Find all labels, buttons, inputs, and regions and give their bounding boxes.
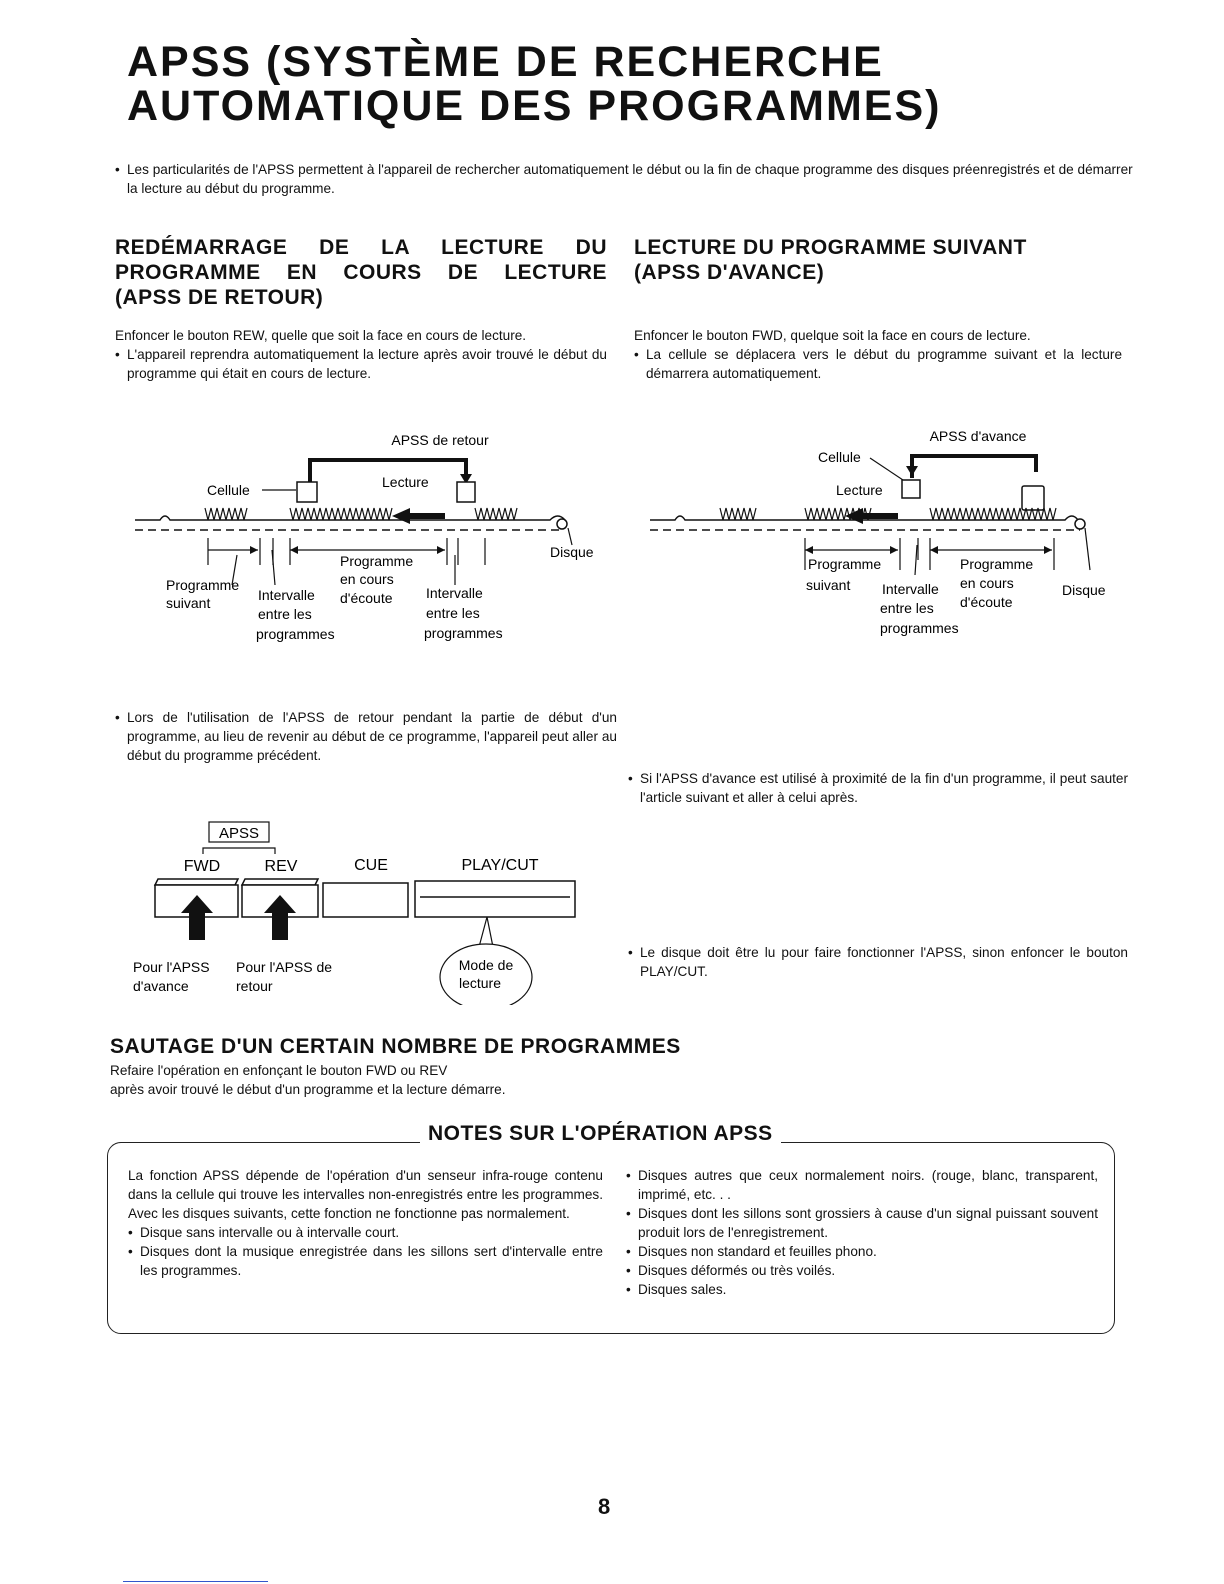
notes-right-item: • Disques autres que ceux normalement noirs. (rouge, blanc, transparent, imprimé, etc. . .	[626, 1166, 1098, 1204]
intervalle2-label-2: entre les	[426, 605, 480, 621]
page-title	[127, 40, 1127, 128]
skip-heading: SAUTAGE D'UN CERTAIN NOMBRE DE PROGRAMMES	[110, 1035, 681, 1058]
dim-arrow	[930, 546, 938, 554]
apss-avance-diagram	[640, 420, 1120, 650]
rev-button-top	[242, 879, 318, 885]
cellule-label: Cellule	[818, 449, 861, 465]
notes-right	[626, 1166, 1098, 1299]
prog-cours-label-3: d'écoute	[340, 590, 393, 606]
dim-arrow	[805, 546, 813, 554]
intervalle2-label-3: programmes	[424, 625, 503, 641]
notes-right-item: • Disques déformés ou très voilés.	[626, 1261, 1098, 1280]
mode-label-1: Mode de	[458, 957, 514, 973]
playcut-label: PLAY/CUT	[461, 857, 539, 874]
notes-left-item: • Disque sans intervalle ou à intervalle court.	[128, 1223, 603, 1242]
right-body	[634, 326, 1122, 383]
intervalle-label-2: entre les	[880, 600, 934, 616]
mode-label-2: lecture	[458, 975, 502, 991]
prog-suivant-label-2: suivant	[806, 577, 851, 593]
prog-suivant-label-1: Programme	[166, 577, 240, 593]
forward-arrow-head	[906, 466, 918, 476]
intervalle-label-3: programmes	[256, 626, 335, 642]
prog-suivant-label-1: Programme	[808, 556, 882, 572]
rev-caption-1: Pour l'APSS de	[236, 959, 333, 975]
notes-left-item: • Disques dont la musique enregistrée dans les sillons sert d'intervalle entre les programmes.	[128, 1242, 603, 1280]
cellule-label: Cellule	[207, 482, 250, 498]
footer-rule	[123, 1581, 268, 1582]
rev-caption-2: retour	[236, 978, 273, 994]
right-paragraph: Enfoncer le bouton FWD, quelque soit la face en cours de lecture.	[634, 328, 1031, 343]
intervalle-label-1: Intervalle	[882, 581, 939, 597]
disc-center	[1075, 519, 1085, 529]
right-column	[634, 235, 1122, 383]
dim-arrow	[437, 546, 445, 554]
dim-arrow	[890, 546, 898, 554]
prog-suivant-label-2: suivant	[166, 595, 211, 611]
forward-bracket	[912, 456, 1036, 478]
skip-line-1: Refaire l'opération en enfonçant le bouton FWD ou REV	[110, 1063, 448, 1078]
left-heading	[115, 235, 607, 310]
cue-button[interactable]	[323, 883, 408, 917]
lecture-label: Lecture	[836, 482, 883, 498]
notes-left	[128, 1166, 603, 1280]
left-column	[115, 235, 607, 383]
title-line-2: AUTOMATIQUE DES PROGRAMMES)	[127, 82, 942, 130]
apss-bracket	[203, 848, 275, 854]
dim-arrow	[1044, 546, 1052, 554]
intro-text: • Les particularités de l'APSS permettent à l'appareil de rechercher automatiquement le début ou la fin de chaque programme des disques préenregistrés et de démarrer la lecture au début du programme.	[115, 160, 1137, 198]
playcut-button[interactable]	[415, 881, 575, 917]
mode-pointer	[479, 917, 493, 947]
fwd-label: FWD	[183, 858, 221, 875]
diagram-title: APSS d'avance	[929, 428, 1027, 444]
fwd-button-top	[155, 879, 238, 885]
fwd-caption-1: Pour l'APSS	[133, 959, 210, 975]
left-paragraph: Enfoncer le bouton REW, quelle que soit la face en cours de lecture.	[115, 328, 527, 343]
diagram-title: APSS de retour	[391, 432, 489, 448]
disque-label: Disque	[1062, 582, 1106, 598]
dim-arrow	[290, 546, 298, 554]
intervalle-label-3: programmes	[880, 620, 959, 636]
apss-label: APSS	[218, 825, 260, 842]
return-direction-arrow	[392, 508, 445, 524]
skip-line-2: après avoir trouvé le début d'un programme et la lecture démarre.	[110, 1082, 506, 1097]
notes-right-item: • Disques sales.	[626, 1280, 1098, 1299]
prog-cours-label-1: Programme	[960, 556, 1034, 572]
lecture-box	[457, 482, 475, 502]
right-bullet-2: • Si l'APSS d'avance est utilisé à proximité de la fin d'un programme, il peut sauter l'article suivant et aller à celui après.	[628, 769, 1128, 807]
control-buttons-diagram	[125, 815, 595, 1005]
cellule-box	[297, 482, 317, 502]
grooves	[205, 508, 517, 520]
dim-arrow	[250, 546, 258, 554]
cellule-box	[902, 480, 920, 498]
skip-section	[110, 1034, 810, 1099]
rev-label: REV	[264, 858, 298, 875]
notes-paragraph: La fonction APSS dépende de l'opération d'un senseur infra-rouge contenu dans la cellule qui trouve les intervalles non-enregistrés entre les programmes. Avec les disques suivants, cette fonction ne fonctionne pas normalement.	[128, 1168, 603, 1221]
cue-label: CUE	[354, 857, 388, 874]
record-surface	[135, 516, 565, 520]
left-bullet-2: • Lors de l'utilisation de l'APSS de retour pendant la partie de début d'un programme, au lieu de revenir au début de ce programme, l'appareil peut aller au début du programme précédent.	[115, 708, 617, 765]
next-position-box	[1022, 486, 1044, 510]
apss-retour-diagram	[110, 420, 620, 650]
left-heading-line-1: REDÉMARRAGE DE LA LECTURE DU	[115, 236, 607, 259]
notes-right-item: • Disques non standard et feuilles phono.	[626, 1242, 1098, 1261]
intervalle-label-1: Intervalle	[258, 587, 315, 603]
notes-title: NOTES SUR L'OPÉRATION APSS	[420, 1122, 781, 1146]
prog-cours-label-1: Programme	[340, 553, 414, 569]
left-heading-line-3: (APSS DE RETOUR)	[115, 286, 324, 309]
intervalle2-label-1: Intervalle	[426, 585, 483, 601]
right-heading	[634, 235, 1122, 285]
left-bullet-1: • L'appareil reprendra automatiquement la lecture après avoir trouvé le début du programme qui était en cours de lecture.	[115, 345, 607, 383]
right-heading-line-1: LECTURE DU PROGRAMME SUIVANT	[634, 236, 1027, 259]
prog-cours-label-3: d'écoute	[960, 594, 1013, 610]
left-body	[115, 326, 607, 383]
notes-right-item: • Disques dont les sillons sont grossiers à cause d'un signal puissant souvent produit lors de l'enregistrement.	[626, 1204, 1098, 1242]
disc-center	[557, 519, 567, 529]
fwd-caption-2: d'avance	[133, 978, 189, 994]
title-line-1: APSS (SYSTÈME DE RECHERCHE	[127, 38, 884, 86]
intervalle-label-2: entre les	[258, 606, 312, 622]
prog-cours-label-2: en cours	[340, 571, 394, 587]
right-bullet-1: • La cellule se déplacera vers le début du programme suivant et la lecture démarrera automatiquement.	[634, 345, 1122, 383]
page-number: 8	[598, 1494, 611, 1519]
lecture-label: Lecture	[382, 474, 429, 490]
prog-cours-label-2: en cours	[960, 575, 1014, 591]
cellule-pointer	[870, 458, 906, 482]
right-heading-line-2: (APSS D'AVANCE)	[634, 261, 825, 284]
left-heading-line-2: PROGRAMME EN COURS DE LECTURE	[115, 261, 607, 284]
right-bullet-3: • Le disque doit être lu pour faire fonctionner l'APSS, sinon enfoncer le bouton PLAY/CUT.	[628, 943, 1128, 981]
disque-label: Disque	[550, 544, 594, 560]
